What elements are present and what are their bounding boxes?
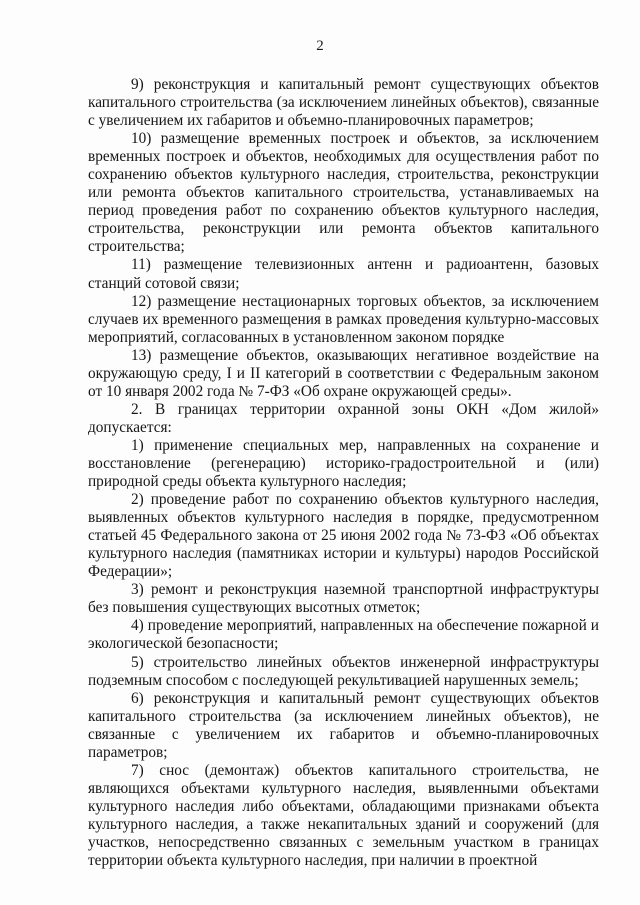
- paragraph-item-11: 11) размещение телевизионных антенн и радиоантенн, базовых станций сотовой связи;: [88, 256, 599, 292]
- paragraph-allowed-5: 5) строительство линейных объектов инженерной инфраструктуры подземным способом с последующей рекультивацией нарушенных земель;: [88, 653, 599, 689]
- document-body: [88, 76, 599, 870]
- paragraph-allowed-3: 3) ремонт и реконструкция наземной транспортной инфраструктуры без повышения существующих высотных отметок;: [88, 581, 599, 617]
- paragraph-allowed-2: 2) проведение работ по сохранению объектов культурного наследия, выявленных объектов культурного наследия в порядке, предусмотренном статьей 45 Федерального закона от 25 июня 2002 года № 73-ФЗ «Об объектах культурного наследия (памятниках истории и культуры) народов Российской Федерации»;: [88, 491, 599, 581]
- paragraph-item-13: 13) размещение объектов, оказывающих негативное воздействие на окружающую среду, I и II категорий в соответствии с Федеральным законом от 10 января 2002 года № 7-ФЗ «Об охране окружающей среды».: [88, 346, 599, 400]
- paragraph-allowed-6: 6) реконструкция и капитальный ремонт существующих объектов капитального строительства (за исключением линейных объектов), не связанные с увеличением их габаритов и объемно-планировочных параметров;: [88, 689, 599, 761]
- paragraph-item-12: 12) размещение нестационарных торговых объектов, за исключением случаев их временного размещения в рамках проведения культурно-массовых мероприятий, согласованных в установленном законом порядке: [88, 292, 599, 346]
- page-number: 2: [316, 38, 324, 54]
- paragraph-section-2: 2. В границах территории охранной зоны ОКН «Дом жилой» допускается:: [88, 400, 599, 436]
- paragraph-allowed-1: 1) применение специальных мер, направленных на сохранение и восстановление (регенерацию) историко-градостроительной и (или) природной среды объекта культурного наследия;: [88, 436, 599, 491]
- paragraph-item-9: 9) реконструкция и капитальный ремонт существующих объектов капитального строительства (за исключением линейных объектов), связанные с увеличением их габаритов и объемно-планировочных параметров;: [88, 76, 599, 130]
- paragraph-item-10: 10) размещение временных построек и объектов, за исключением временных построек и объектов, необходимых для осуществления работ по сохранению объектов культурного наследия, строительства, реконструкции или ремонта объектов капитального строительства, устанавливаемых на период проведения работ по сохранению объектов культурного наследия, строительства, реконструкции или ремонта объектов капитального строительства;: [88, 130, 599, 256]
- paragraph-allowed-7: 7) снос (демонтаж) объектов капитального строительства, не являющихся объектами культурного наследия, выявленными объектами культурного наследия либо объектами, обладающими признаками объекта культурного наследия, а также некапитальных зданий и сооружений (для участков, непосредственно связанных с земельным участком в границах территории объекта культурного наследия, при наличии в проектной: [88, 761, 599, 870]
- paragraph-allowed-4: 4) проведение мероприятий, направленных на обеспечение пожарной и экологической безопасности;: [88, 617, 599, 653]
